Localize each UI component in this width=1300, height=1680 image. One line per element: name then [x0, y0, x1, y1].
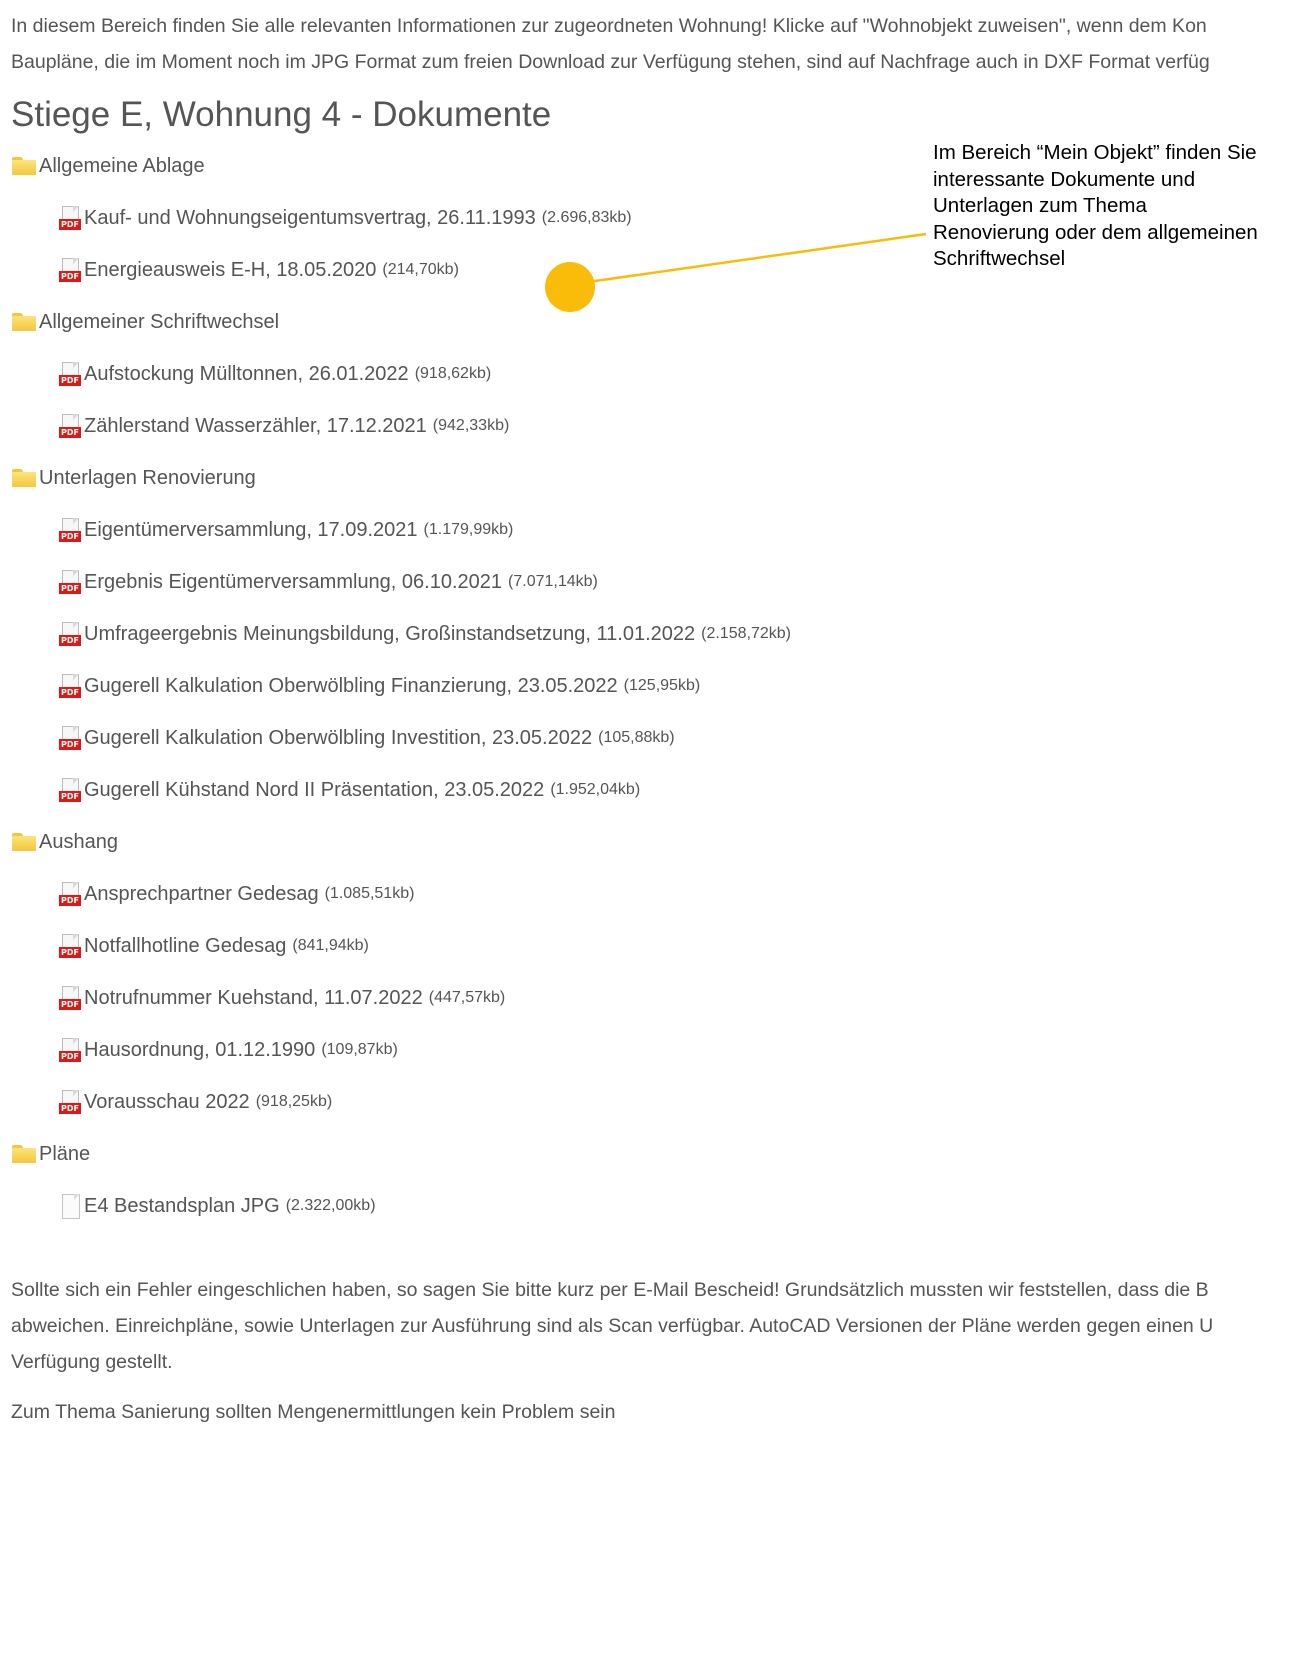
file-name[interactable]: Notrufnummer Kuehstand, 11.07.2022	[84, 986, 423, 1009]
pdf-icon: PDF	[59, 362, 81, 387]
document-tree	[11, 140, 1300, 1232]
file-name[interactable]: Energieausweis E-H, 18.05.2020	[84, 258, 377, 281]
file-size: (2.158,72kb)	[701, 625, 791, 642]
folder-icon	[11, 156, 37, 176]
folder-icon	[11, 1144, 37, 1164]
pdf-icon: PDF	[59, 570, 81, 595]
pdf-icon: PDF	[59, 726, 81, 751]
file-size: (918,25kb)	[255, 1093, 333, 1110]
file-name[interactable]: Umfrageergebnis Meinungsbildung, Großinstandsetzung, 11.01.2022	[84, 622, 696, 645]
file-size: (2.696,83kb)	[541, 209, 632, 226]
pdf-icon: PDF	[59, 1090, 81, 1115]
file-size: (214,70kb)	[382, 261, 459, 278]
pdf-icon: PDF	[59, 414, 81, 439]
folder-name: Aushang	[39, 830, 118, 853]
file-name[interactable]: Gugerell Kalkulation Oberwölbling Finanzierung, 23.05.2022	[84, 674, 618, 697]
file-size: (918,62kb)	[414, 365, 492, 382]
blank-file-icon	[59, 1194, 81, 1219]
file-link[interactable]	[11, 660, 1300, 712]
footer-line-4: Zum Thema Sanierung sollten Mengenermittlungen kein Problem sein	[11, 1401, 616, 1423]
file-name[interactable]: Ansprechpartner Gedesag	[84, 882, 319, 905]
file-name[interactable]: Kauf- und Wohnungseigentumsvertrag, 26.11.1993	[84, 206, 536, 229]
pdf-icon: PDF	[59, 674, 81, 699]
file-link[interactable]	[11, 556, 1300, 608]
file-name[interactable]: Aufstockung Mülltonnen, 26.01.2022	[84, 362, 409, 385]
file-name[interactable]: Hausordnung, 01.12.1990	[84, 1038, 316, 1061]
folder-icon	[11, 312, 37, 332]
footer-line-1: Sollte sich ein Fehler eingeschlichen haben, so sagen Sie bitte kurz per E-Mail Bescheid! Grundsätzlich mussten wir feststellen, dass die B	[11, 1279, 1209, 1301]
pdf-icon: PDF	[59, 518, 81, 543]
file-link[interactable]	[11, 348, 1300, 400]
file-name[interactable]: Zählerstand Wasserzähler, 17.12.2021	[84, 414, 427, 437]
footer-line-3: Verfügung gestellt.	[11, 1351, 173, 1373]
file-size: (125,95kb)	[623, 677, 701, 694]
file-link[interactable]	[11, 868, 1300, 920]
file-name[interactable]: Vorausschau 2022	[84, 1090, 250, 1113]
file-link[interactable]	[11, 1076, 1300, 1128]
file-link[interactable]	[11, 764, 1300, 816]
file-size: (1.952,04kb)	[550, 781, 641, 798]
file-link[interactable]	[11, 712, 1300, 764]
file-name[interactable]: Eigentümerversammlung, 17.09.2021	[84, 518, 418, 541]
file-size: (447,57kb)	[428, 989, 506, 1006]
folder-name: Allgemeine Ablage	[39, 154, 205, 177]
file-name[interactable]: Ergebnis Eigentümerversammlung, 06.10.2021	[84, 570, 503, 593]
file-link[interactable]	[11, 400, 1300, 452]
pdf-icon: PDF	[59, 778, 81, 803]
pdf-icon: PDF	[59, 206, 81, 231]
page-title: Stiege E, Wohnung 4 - Dokumente	[11, 95, 552, 134]
file-link[interactable]	[11, 1180, 1300, 1232]
file-name[interactable]: Notfallhotline Gedesag	[84, 934, 287, 957]
file-name[interactable]: Gugerell Kalkulation Oberwölbling Investition, 23.05.2022	[84, 726, 593, 749]
file-size: (105,88kb)	[598, 729, 675, 746]
folder-row[interactable]	[11, 452, 1300, 504]
pdf-icon: PDF	[59, 1038, 81, 1063]
pdf-icon: PDF	[59, 882, 81, 907]
annotation-callout: Im Bereich “Mein Objekt” finden Sie interessante Dokumente und Unterlagen zum Thema Renovierung oder dem allgemeinen Schriftwechsel	[933, 141, 1258, 270]
pdf-icon: PDF	[59, 258, 81, 283]
file-link[interactable]	[11, 920, 1300, 972]
folder-row[interactable]	[11, 816, 1300, 868]
file-size: (942,33kb)	[432, 417, 510, 434]
file-link[interactable]	[11, 504, 1300, 556]
folder-name: Allgemeiner Schriftwechsel	[39, 310, 280, 333]
pdf-icon: PDF	[59, 934, 81, 959]
intro-text	[11, 0, 1300, 80]
folder-row[interactable]	[11, 296, 1300, 348]
file-size: (109,87kb)	[321, 1041, 398, 1058]
file-size: (7.071,14kb)	[508, 573, 598, 590]
footer-line-2: abweichen. Einreichpläne, sowie Unterlagen zur Ausführung sind als Scan verfügbar. AutoCAD Versionen der Pläne werden gegen einen U	[11, 1315, 1214, 1337]
file-size: (2.322,00kb)	[285, 1197, 376, 1214]
folder-icon	[11, 832, 37, 852]
folder-name: Unterlagen Renovierung	[39, 466, 256, 489]
pdf-icon: PDF	[59, 622, 81, 647]
file-size: (841,94kb)	[292, 937, 369, 954]
file-name[interactable]: Gugerell Kühstand Nord II Präsentation, 23.05.2022	[84, 778, 545, 801]
footer-text	[11, 1272, 1300, 1430]
folder-row[interactable]	[11, 1128, 1300, 1180]
pdf-icon: PDF	[59, 986, 81, 1011]
intro-line-1: In diesem Bereich finden Sie alle relevanten Informationen zur zugeordneten Wohnung! Klicke auf "Wohnobjekt zuweisen", wenn dem Kon	[11, 15, 1207, 37]
file-link[interactable]	[11, 972, 1300, 1024]
file-link[interactable]	[11, 608, 1300, 660]
file-link[interactable]	[11, 1024, 1300, 1076]
file-name[interactable]: E4 Bestandsplan JPG	[84, 1194, 280, 1217]
intro-line-2: Baupläne, die im Moment noch im JPG Format zum freien Download zur Verfügung stehen, sind auf Nachfrage auch in DXF Format verfüg	[11, 51, 1210, 73]
file-size: (1.085,51kb)	[324, 885, 415, 902]
folder-icon	[11, 468, 37, 488]
folder-name: Pläne	[39, 1142, 91, 1165]
file-size: (1.179,99kb)	[423, 521, 514, 538]
